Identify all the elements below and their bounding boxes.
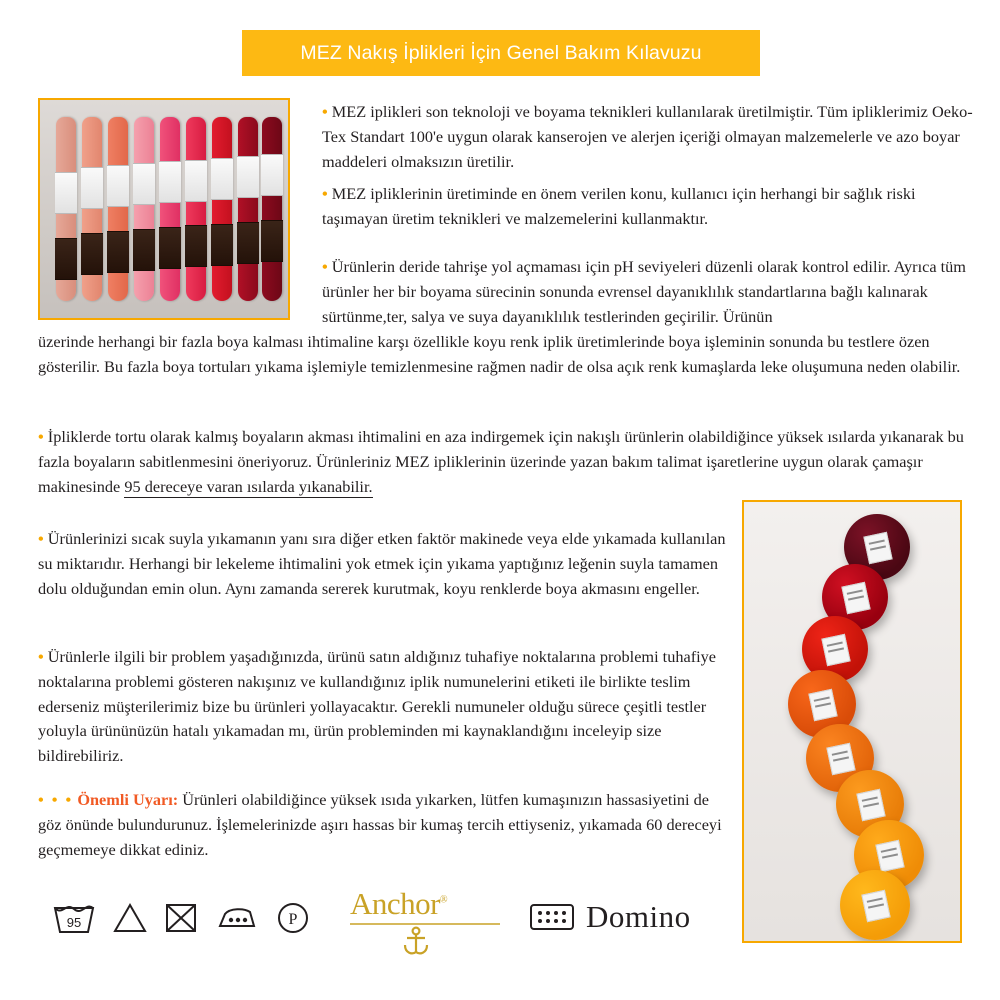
warning-bullets-icon: • • • [38, 790, 74, 809]
skein-item [56, 117, 76, 300]
iron-high-icon [214, 902, 260, 934]
bullet-icon: • [322, 102, 328, 121]
skein-item [134, 117, 154, 300]
warning-paragraph [38, 788, 728, 862]
dryclean-p-icon [276, 901, 310, 935]
anchor-registered-mark: ® [439, 894, 448, 906]
paragraph-6-text: Ürünlerle ilgili bir problem yaşadığınızda, ürünü satın aldığınız tuhafiye noktalarına problemi tuhafiye noktalarına problemi gösteren nakışınız ve kullandığınız iplik numunelerini etiketi ile birlikte teslim ederseniz müşterilerimiz bize bu ürünleri yollayacaktır. Gerekli numuneler olduğu sürece çeşitli testler yoluyla ürününüzün hatalı yıkamadan mı, ürün probleminden mi kaynaklandığını inceleyip size bildirebiliriz. [38, 647, 717, 766]
warning-text: Ürünleri olabildiğince yüksek ısıda yıkarken, lütfen kumaşınızın hassasiyetini de göz önünde bulundurunuz. İşlemelerinizde aşırı hassas bir kumaş tercih ettiyseniz, yıkamada 60 dereceyi geçmemeye dikkat ediniz. [38, 790, 722, 859]
paragraph-3-continued [38, 330, 974, 380]
yarn-balls-photo [742, 500, 962, 943]
skein-item [160, 117, 180, 300]
anchor-symbol-icon [350, 919, 500, 959]
domino-logo [530, 895, 691, 939]
paragraph-6 [38, 645, 728, 769]
skein-item [212, 117, 232, 300]
skein-item [186, 117, 206, 300]
anchor-logo-text [350, 888, 500, 919]
domino-tile-icon [530, 904, 574, 930]
domino-logo-text: Domino [586, 899, 691, 934]
page-title-banner [242, 30, 760, 76]
paragraph-3-text: Ürünlerin deride tahrişe yol açmaması için pH seviyeleri düzenli olarak kontrol edilir. Ayrıca tüm ürünler her bir boyama sürecinin sonunda evrensel dayanıklılık standartlarına bağlı kalınarak sürtünme,ter, salya ve suya dayanıklılık testlerinden geçirilir. Ürünün [322, 257, 966, 326]
paragraph-2 [322, 182, 974, 232]
anchor-logo-word: Anchor [350, 886, 440, 921]
paragraph-3-continued-text: üzerinde herhangi bir fazla boya kalması ihtimaline karşı özellikle koyu renk iplik üretimlerinde boya işleminin sonunda bu testlere özen gösterilir. Bu fazla boya tortuları yıkama işlemiyle temizlenmesine rağmen nadir de olsa açık renk kumaşlarda leke oluşumuna neden olabilir. [38, 332, 961, 376]
anchor-logo [350, 888, 500, 958]
care-symbols-row [52, 890, 332, 946]
wash-95-icon [52, 900, 96, 936]
skein-item [262, 117, 282, 300]
paragraph-3 [322, 255, 974, 329]
paragraph-4-underlined-text: 95 dereceye varan ısılarda yıkanabilir. [124, 476, 373, 496]
paragraph-1-text: MEZ iplikleri son teknoloji ve boyama teknikleri kullanılarak üretilmiştir. Tüm ipliklerimiz Oeko-Tex Standart 100'e uygun olarak kanserojen ve alerjen içeriği olmayan malzemelerle ve azo boyar maddeleri olmaksızın üretilir. [322, 102, 973, 171]
skeins-photo [38, 98, 290, 320]
bullet-icon: • [38, 427, 44, 446]
warning-label: Önemli Uyarı: [77, 790, 179, 809]
skein-item [82, 117, 102, 300]
no-tumble-dry-icon [164, 901, 198, 935]
yarn-ball [840, 870, 910, 940]
svg-text:P: P [288, 911, 298, 928]
bullet-icon: • [322, 184, 328, 203]
paragraph-4 [38, 425, 974, 499]
paragraph-2-text: MEZ ipliklerinin üretiminde en önem verilen konu, kullanıcı için herhangi bir sağlık riski taşımayan üretim teknikleri ve malzemelerini kullanmaktır. [322, 184, 916, 228]
page-title: MEZ Nakış İplikleri İçin Genel Bakım Kılavuzu [300, 41, 702, 64]
bullet-icon: • [322, 257, 328, 276]
skein-item [108, 117, 128, 300]
svg-text:95: 95 [66, 915, 82, 930]
bleach-any-icon [112, 901, 148, 935]
paragraph-5-text: Ürünlerinizi sıcak suyla yıkamanın yanı sıra diğer etken faktör makinede veya elde yıkamada kullanılan su miktarıdır. Herhangi bir lekeleme ihtimalini yok etmek için yıkama yaptığınız leğenin suyla tamamen dolu olduğundan emin olun. Aynı zamanda sererek kurutmak, koyu renklerde boya akmasını engeller. [38, 529, 726, 598]
paragraph-5 [38, 527, 728, 601]
paragraph-1 [322, 100, 974, 174]
bullet-icon: • [38, 529, 44, 548]
paragraph-4-text: İpliklerde tortu olarak kalmış boyaların akması ihtimalini en aza indirgemek için nakışlı ürünlerin olabildiğince yüksek ısılarda yıkanarak bu fazla boyaların sabitlenmesini öneriyoruz. Ürünleriniz MEZ ipliklerinin üzerinde yazan bakım talimat işaretlerine uygun olarak çamaşır makinesinde [38, 427, 964, 496]
skein-item [238, 117, 258, 300]
bullet-icon: • [38, 647, 44, 666]
